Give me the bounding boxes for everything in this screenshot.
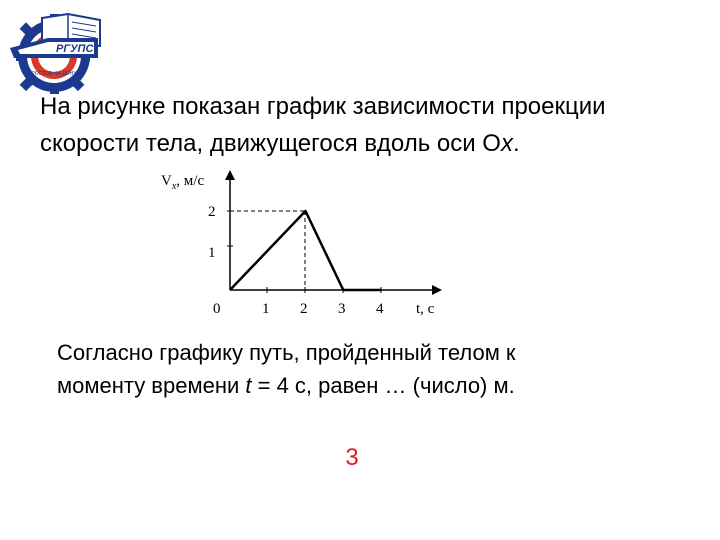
y-axis-label: $V_x$, м/с — [161, 173, 205, 192]
answer-value: 3 — [345, 444, 359, 471]
problem-line-1: На рисунке показан график зависимости проекции — [40, 93, 606, 120]
rgups-logo — [8, 8, 104, 94]
velocity-time-graph — [150, 160, 450, 320]
ticks — [227, 211, 381, 293]
axis-variable: x — [500, 130, 513, 157]
x-axis-arrow — [432, 285, 442, 295]
logo-ring-text: РОСТОВ-НА-ДОНУ — [31, 71, 77, 77]
y-tick-label-2: 2 — [208, 204, 216, 220]
question-line-1: Согласно графику путь, пройденный телом к — [57, 340, 516, 365]
question-text — [57, 336, 677, 402]
time-variable: t — [245, 373, 252, 398]
logo-text: РГУПС — [56, 43, 94, 55]
x-tick-label-0: 0 — [213, 301, 221, 317]
x-tick-label-3: 3 — [338, 301, 346, 317]
problem-text — [40, 88, 680, 162]
x-tick-label-4: 4 — [376, 301, 384, 317]
y-tick-label-1: 1 — [208, 245, 216, 261]
x-axis-label: t, с — [416, 301, 435, 317]
x-tick-label-1: 1 — [262, 301, 270, 317]
x-tick-label-2: 2 — [300, 301, 308, 317]
question-line-2: моменту времени t = 4 с, равен … (число) м. — [57, 373, 515, 398]
velocity-line — [230, 211, 381, 290]
y-axis-arrow — [225, 170, 235, 180]
problem-line-2: скорости тела, движущегося вдоль оси Оx. — [40, 130, 520, 157]
